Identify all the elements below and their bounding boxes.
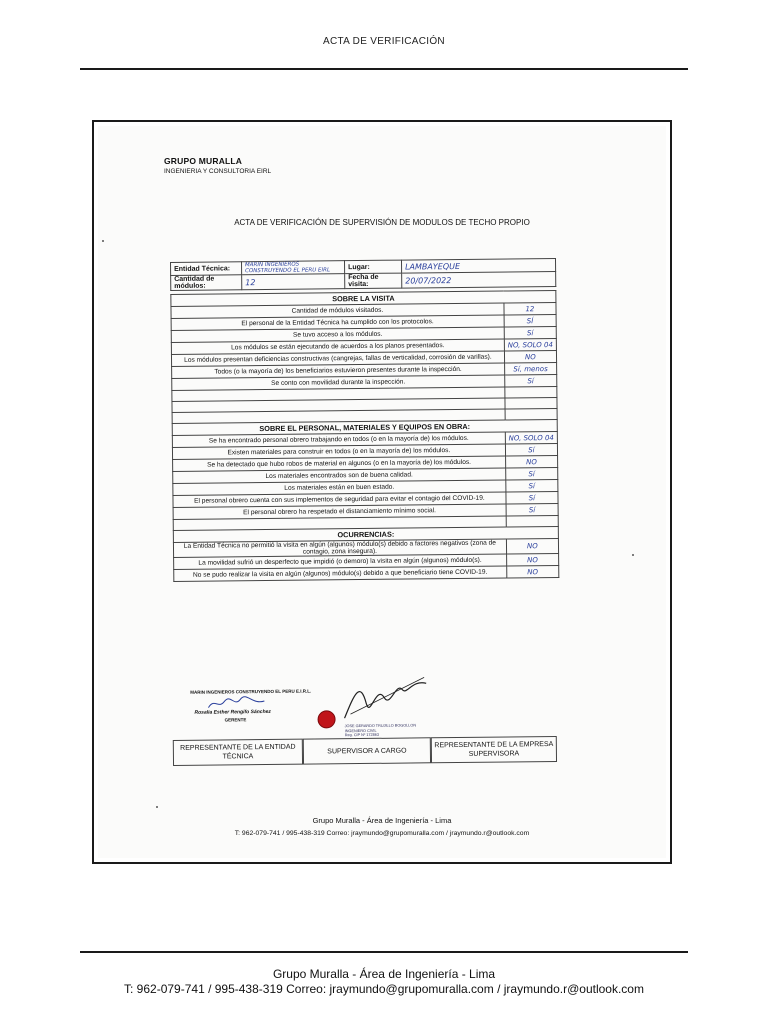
answer: 12 xyxy=(504,302,556,315)
company-subtitle: INGENIERIA Y CONSULTORIA EIRL xyxy=(164,168,272,175)
scan-speck xyxy=(156,806,158,808)
signature-box-empresa: REPRESENTANTE DE LA EMPRESA SUPERVISORA xyxy=(431,736,557,763)
engineer-stamp xyxy=(345,723,417,737)
question: Los materiales encontrados son de buena calidad. xyxy=(173,468,506,483)
scan-speck xyxy=(632,554,634,556)
footer-rule xyxy=(80,951,688,953)
question: El personal de la Entidad Técnica ha cumplido con los protocolos. xyxy=(171,315,504,330)
scanned-document xyxy=(98,126,666,858)
answer: Sí xyxy=(506,479,558,492)
section-title-personal: SOBRE EL PERSONAL, MATERIALES Y EQUIPOS EN OBRA: xyxy=(172,419,557,435)
question: Los módulos se están ejecutando de acuerdos a los planos presentados. xyxy=(171,339,504,354)
signature-area xyxy=(172,662,557,766)
cantidad-label: Cantidad de módulos: xyxy=(171,275,242,291)
answer: NO xyxy=(506,538,558,554)
answer: Sí xyxy=(506,491,558,504)
engineer-name: JOSE GERARDO TRUJILLO BOGOLLON xyxy=(344,723,417,729)
footer-title: Grupo Muralla - Área de Ingeniería - Lima xyxy=(272,967,496,981)
answer: NO xyxy=(506,565,558,578)
answer: NO xyxy=(505,455,557,468)
question: Se conto con movilidad durante la inspección. xyxy=(172,375,505,390)
question: Los módulos presentan deficiencias constructivas (cangrejas, fallas de verticalidad, corrosión de varillas). xyxy=(171,351,504,366)
answer: Sí xyxy=(505,467,557,480)
question: Se ha detectado que hubo robos de material en algunos (o en la mayoría de) los módulos. xyxy=(173,456,506,471)
answer: Sí xyxy=(504,374,556,387)
fecha-value: 20/07/2022 xyxy=(402,271,556,288)
answer: Sí xyxy=(506,503,558,516)
answer: Sí xyxy=(504,326,556,339)
question: Se tuvo acceso a los módulos. xyxy=(171,327,504,342)
question: Cantidad de módulos visitados. xyxy=(171,303,504,318)
document-title: ACTA DE VERIFICACIÓN DE SUPERVISIÓN DE MODULOS DE TECHO PROPIO xyxy=(234,218,530,227)
question: La movilidad sufrió un desperfecto que impidió (o demoro) la visita en algún (algunos) módulo(s). xyxy=(174,554,507,569)
signature-2-icon xyxy=(340,673,431,724)
company-stamp-text: MARIN INGENIEROS CONSTRUYENDO EL PERU E.I.R.L. xyxy=(190,688,312,695)
engineer-registration: Reg. CIP Nº 172863 xyxy=(344,732,380,738)
scan-speck xyxy=(102,240,104,242)
scan-footer-title: Grupo Muralla - Área de Ingeniería - Lima xyxy=(312,816,452,825)
question: La Entidad Técnica no permitió la visita en algún (algunos) módulo(s) debido a factores negativos (zona de contagio, zona insegura). xyxy=(173,539,506,557)
question: El personal obrero cuenta con sus implementos de seguridad para evitar el contagio del COVID-19. xyxy=(173,492,506,507)
question: Existen materiales para construir en todos (o en la mayoría de) los módulos. xyxy=(172,444,505,459)
answer: NO xyxy=(504,350,556,363)
verification-form xyxy=(170,258,559,582)
scanned-document-frame xyxy=(92,120,672,864)
signature-box-supervisor: SUPERVISOR A CARGO xyxy=(303,737,431,764)
answer: SÍ xyxy=(504,314,556,327)
question: Los materiales están en buen estado. xyxy=(173,480,506,495)
header-fields-table xyxy=(170,258,556,291)
entidad-value: MARIN INGENIEROS CONSTRUYENDO EL PERU EIRL xyxy=(242,261,345,275)
answer: Sí, menos xyxy=(504,362,556,375)
fecha-label: Fecha de visita: xyxy=(345,273,402,289)
page-header: ACTA DE VERIFICACIÓN xyxy=(323,36,445,47)
question: Todos (o la mayoría de) los beneficiarios estuvieron presentes durante la inspección. xyxy=(172,363,505,378)
question: Se ha encontrado personal obrero trabajando en todos (o en la mayoría de) los módulos. xyxy=(172,432,505,447)
signature-box-entidad: REPRESENTANTE DE LA ENTIDAD TÉCNICA xyxy=(173,739,303,766)
answer: NO xyxy=(506,553,558,566)
engineer-title: INGENIERO CIVIL xyxy=(344,728,377,733)
section-title-visita: SOBRE LA VISITA xyxy=(171,290,556,306)
stamp-role: GERENTE xyxy=(224,717,247,723)
cantidad-value: 12 xyxy=(242,274,345,290)
lugar-value: LAMBAYEQUE xyxy=(401,258,555,273)
header-rule xyxy=(80,68,688,70)
checklist-table xyxy=(170,290,559,582)
company-name: GRUPO MURALLA xyxy=(164,156,243,166)
answer: NO, SOLO 04 xyxy=(504,338,556,351)
answer: NO, SOLO 04 xyxy=(505,431,557,444)
question: No se pudo realizar la visita en algún (algunos) módulo(s) debido a que beneficiario tiene COVID-19. xyxy=(174,566,507,581)
stamp-name: Rosalia Esther Rengifo Sánchez xyxy=(194,708,271,716)
seal-icon xyxy=(317,710,335,728)
lugar-label: Lugar: xyxy=(344,260,401,274)
page-footer xyxy=(0,967,768,997)
section-title-ocurrencias: OCURRENCIAS: xyxy=(173,526,558,542)
answer: Sí xyxy=(505,443,557,456)
question: El personal obrero ha respetado el distanciamiento mínimo social. xyxy=(173,504,506,519)
footer-contact: T: 962-079-741 / 995-438-319 Correo: jraymundo@grupomuralla.com / jraymundo.r@outlook.com xyxy=(124,982,644,996)
entidad-label: Entidad Técnica: xyxy=(171,262,242,276)
company-block xyxy=(164,156,271,175)
scan-footer-contact: T: 962-079-741 / 995-438-319 Correo: jraymundo@grupomuralla.com / jraymundo.r@outlook.com xyxy=(234,830,530,837)
